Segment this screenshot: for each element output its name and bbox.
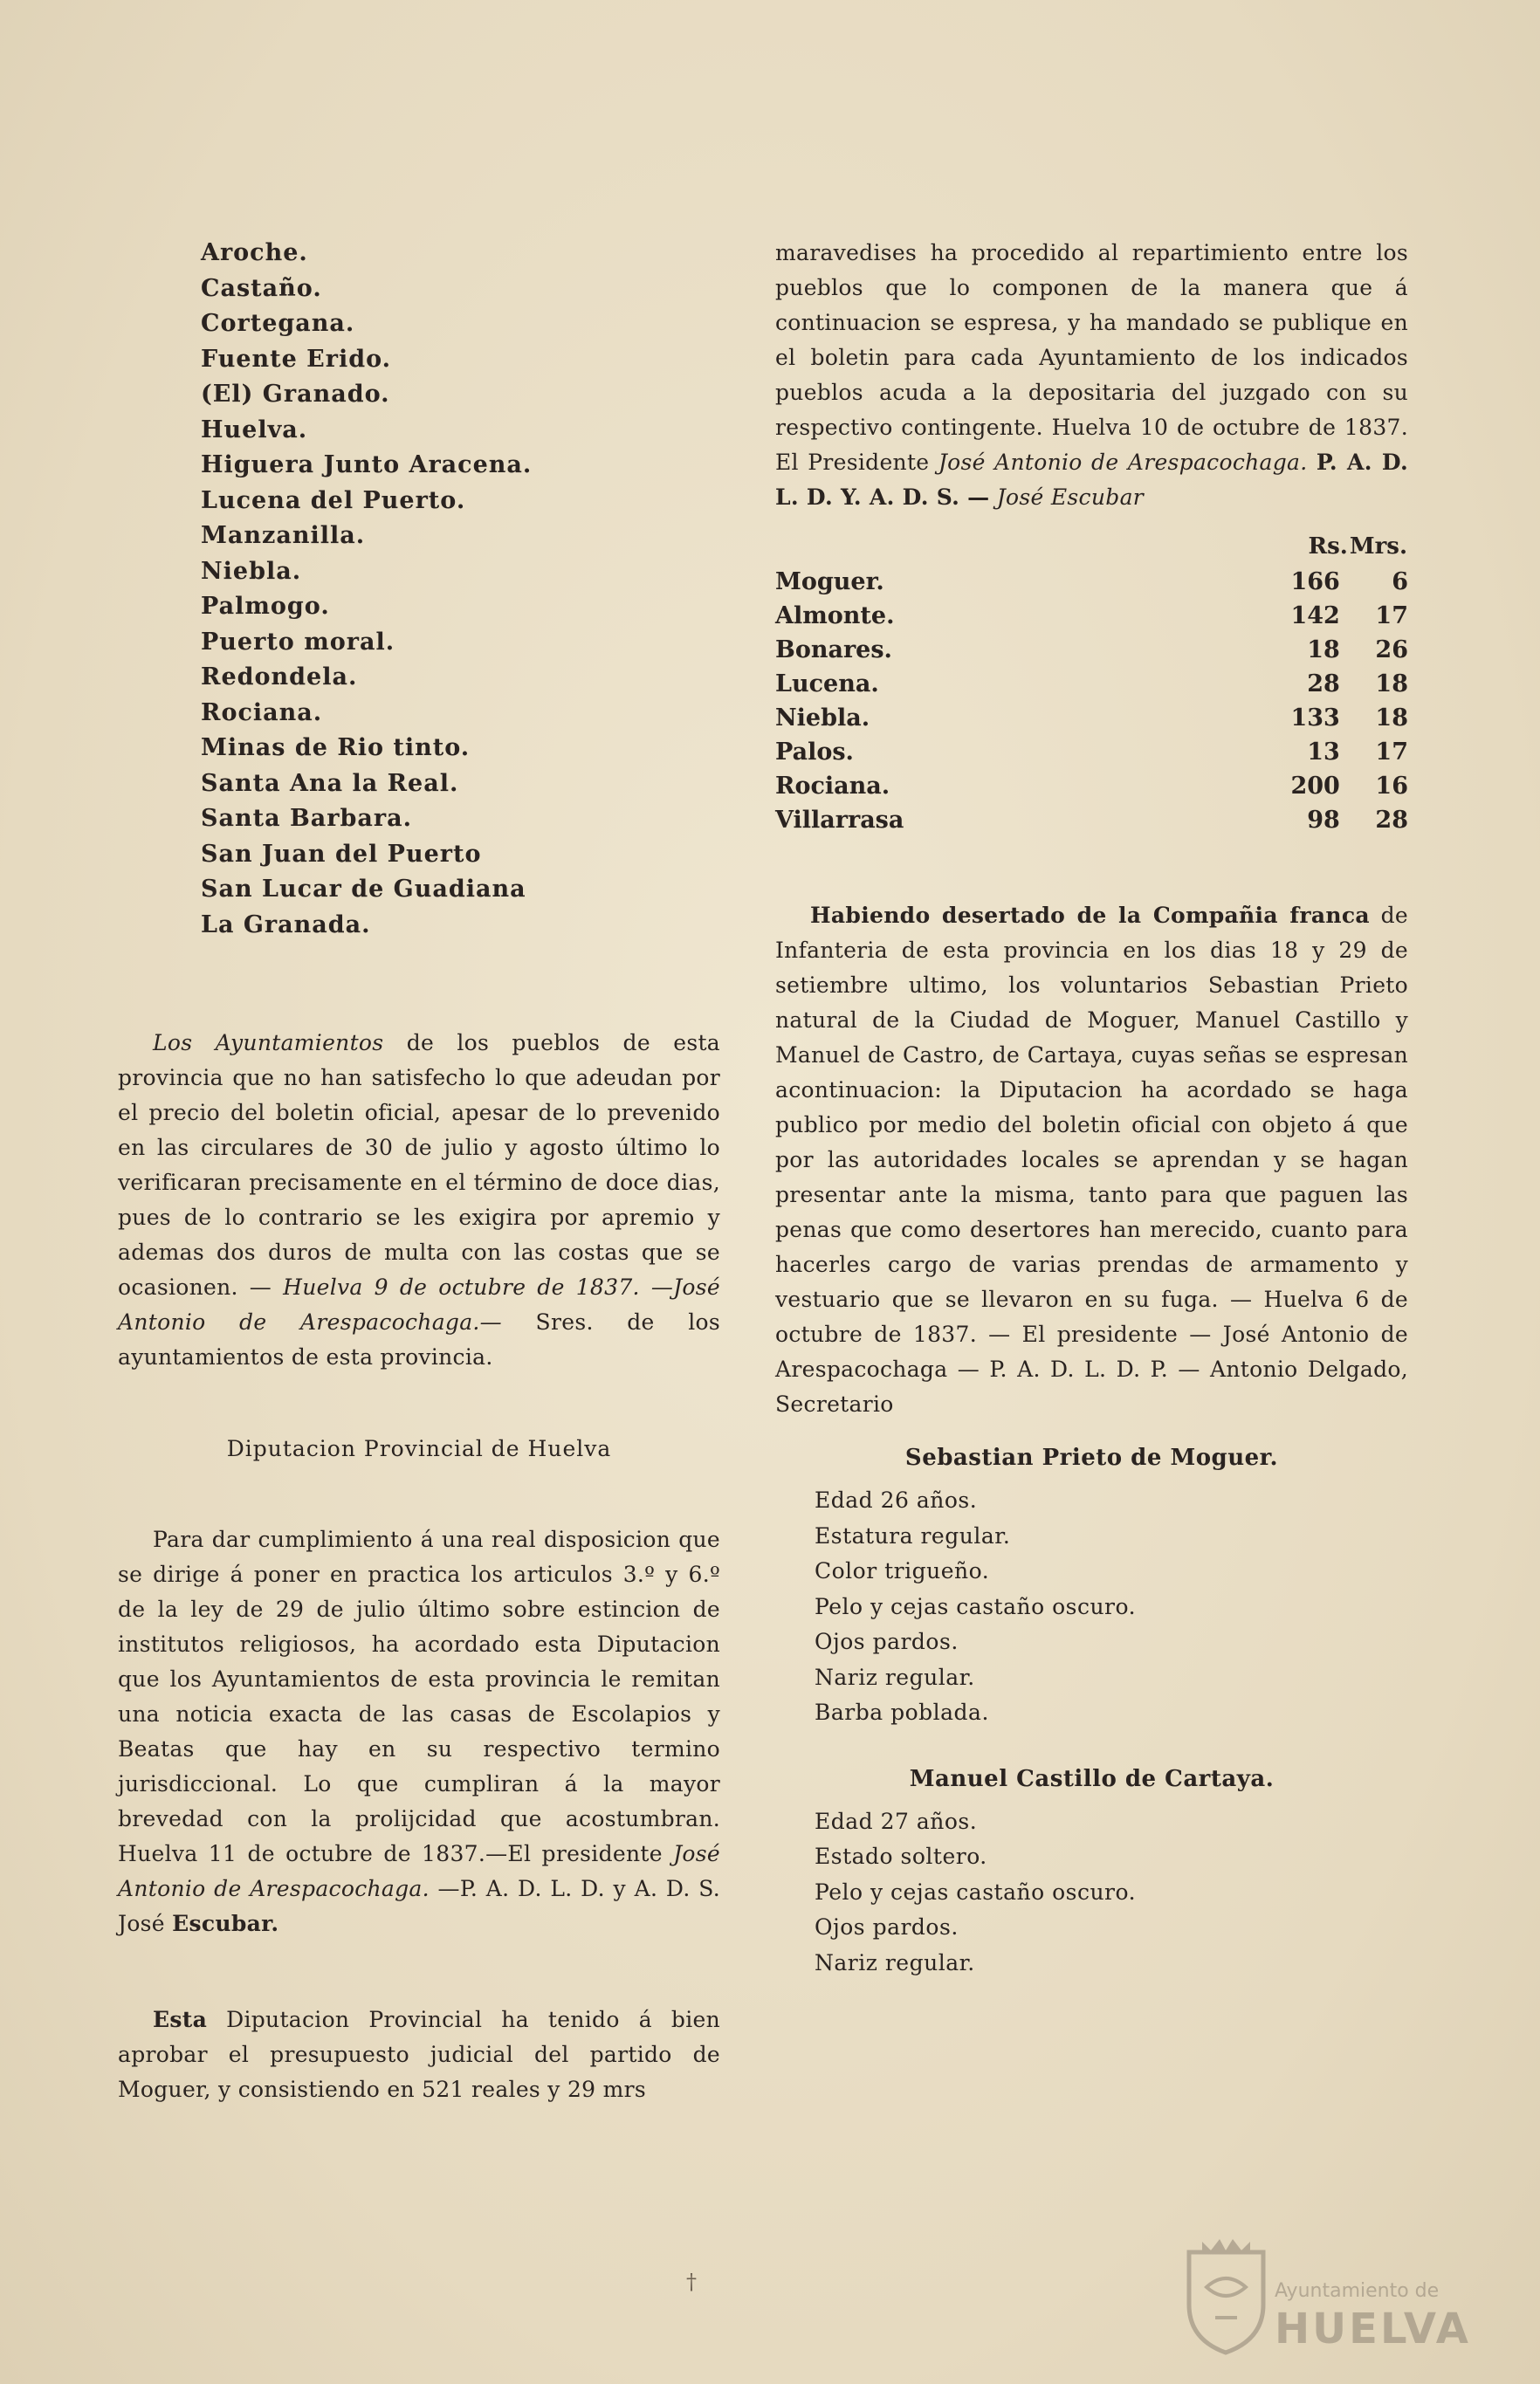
town-item: Lucena del Puerto.	[201, 486, 466, 514]
col-mrs-header: Mrs.	[1349, 533, 1407, 560]
town-item: Higuera Junto Aracena.	[201, 451, 533, 478]
town-item: Santa Barbara.	[201, 805, 413, 832]
rs-cell: 142	[1290, 602, 1340, 629]
notice-presupuesto-lead: Esta	[153, 2007, 208, 2032]
pueblo-cell: Lucena.	[775, 670, 879, 697]
notice-ayuntamientos-lead: Los Ayuntamientos	[153, 1030, 384, 1055]
rs-cell: 133	[1290, 704, 1340, 732]
notice-ayuntamientos-date: Huelva 9 de octubre de 1837.	[283, 1274, 640, 1300]
town-item: Castaño.	[201, 274, 322, 302]
watermark-big-text: HUELVA	[1275, 2305, 1471, 2353]
ayuntamiento-watermark	[1180, 2235, 1471, 2366]
diputacion-heading: Diputacion Provincial de Huelva	[226, 1436, 612, 1461]
mrs-cell: 16	[1375, 773, 1408, 800]
desertor1-traits	[815, 1483, 1408, 1731]
town-item: Palmogo.	[201, 593, 330, 620]
trait-item: Nariz regular.	[815, 1664, 975, 1690]
right-column	[775, 236, 1408, 1981]
notice-ayuntamientos	[118, 1026, 720, 1375]
mrs-cell: 17	[1375, 739, 1408, 766]
col-rs-header: Rs.	[1308, 533, 1348, 560]
notice-conventos-signature: José Antonio de Arespacochaga.	[118, 1841, 721, 1901]
table-row	[775, 633, 1408, 667]
notice-desertores-lead: Habiendo desertado de la Compañia franca	[810, 903, 1370, 928]
rs-cell: 13	[1307, 739, 1340, 766]
mrs-cell: 18	[1375, 670, 1408, 697]
table-row	[775, 701, 1408, 735]
notice-presupuesto	[118, 2003, 720, 2107]
table-row	[775, 803, 1408, 837]
trait-item: Estado soltero.	[815, 1844, 987, 1869]
table-row	[775, 735, 1408, 769]
town-item: San Lucar de Guadiana	[201, 876, 526, 903]
town-item: Redondela.	[201, 663, 358, 690]
town-item: Puerto moral.	[201, 628, 395, 656]
reparto-secretary: José Escubar	[996, 484, 1145, 510]
table-row	[775, 769, 1408, 803]
rs-cell: 28	[1307, 670, 1340, 697]
town-item: Aroche.	[201, 239, 308, 266]
town-item: Rociana.	[201, 698, 323, 726]
town-item: San Juan del Puerto	[201, 840, 482, 868]
page-mark: †	[686, 2270, 697, 2294]
watermark-small-text: Ayuntamiento de	[1275, 2280, 1440, 2302]
trait-item: Barba poblada.	[815, 1700, 989, 1725]
table-row	[775, 599, 1408, 633]
pueblo-cell: Moguer.	[775, 568, 884, 595]
table-row	[775, 565, 1408, 599]
mrs-cell: 17	[1375, 602, 1408, 629]
desertor1-name: Sebastian Prieto de Moguer.	[904, 1445, 1279, 1471]
town-item: Fuente Erido.	[201, 345, 392, 373]
pueblo-cell: Rociana.	[775, 773, 890, 800]
pueblo-cell: Palos.	[775, 739, 854, 766]
notice-ayuntamientos-signature: —José Antonio de Arespacochaga.—	[118, 1274, 721, 1335]
notice-ayuntamientos-closing: Sres. de los ayuntamientos de esta provincia.	[118, 1309, 720, 1370]
coat-of-arms-icon	[1180, 2235, 1272, 2357]
notice-conventos-closing-bold: Escubar.	[172, 1911, 279, 1936]
reparto-signature-tail: P. A. D. L. D. Y. A. D. S. —	[775, 450, 1409, 510]
table-row	[775, 667, 1408, 701]
town-item: Minas de Rio tinto.	[201, 734, 471, 761]
notice-presupuesto-text: Diputacion Provincial ha tenido á bien aprobar el presupuesto judicial del partido de Moguer, y consistiendo en 521 reales y 29 mrs	[118, 2007, 721, 2102]
trait-item: Pelo y cejas castaño oscuro.	[815, 1593, 1137, 1619]
rs-cell: 166	[1290, 568, 1340, 595]
trait-item: Pelo y cejas castaño oscuro.	[815, 1879, 1137, 1905]
town-item: Manzanilla.	[201, 522, 366, 549]
left-column	[118, 236, 720, 2107]
reparto-intro	[775, 236, 1408, 515]
town-item: (El) Granado.	[201, 381, 390, 408]
pueblo-cell: Niebla.	[775, 704, 870, 732]
notice-desertores-text: de Infanteria de esta provincia en los dias 18 y 29 de setiembre ultimo, los voluntarios Sebastian Prieto natural de la Ciudad de Moguer, Manuel Castillo y Manuel de Castro, de Cartaya, cuyas señas se espresan acontinuacion: la Diputacion ha acordado se haga publico por medio del boletin oficial con objeto á que por las autoridades locales se aprendan y se hagan presentar ante la misma, tanto para que paguen las penas que como desertores han merecido, cuanto para hacerles cargo de varias prendas de armamento y vestuario que se llevaron en su fuga. — Huelva 6 de octubre de 1837. — El presidente — José Antonio de Arespacochaga — P. A. D. L. D. P. — Antonio Delgado, Secretario	[775, 903, 1409, 1417]
pueblo-cell: Villarrasa	[775, 807, 904, 834]
notice-conventos-text: Para dar cumplimiento á una real disposicion que se dirige á poner en practica los articulos 3.º y 6.º de la ley de 29 de julio último sobre estincion de institutos religiosos, ha acordado esta Diputacion que los Ayuntamientos de esta provincia le remitan una noticia exacta de las casas de Escolapios y Beatas que hay en su respectivo termino jurisdiccional. Lo que cumpliran á la mayor brevedad con la prolijcidad que acostumbran. Huelva 11 de octubre de 1837.—El presidente	[118, 1527, 720, 1866]
pueblo-cell: Almonte.	[775, 602, 895, 629]
notice-ayuntamientos-text: de los pueblos de esta provincia que no han satisfecho lo que adeudan por el precio del boletin oficial, apesar de lo prevenido en las circulares de 30 de julio y agosto último lo verificaran precisamente en el término de doce dias, pues de lo contrario se les exigira por apremio y ademas dos duros de multa con las costas que se ocasionen. —	[118, 1030, 721, 1300]
town-item: Cortegana.	[201, 310, 355, 337]
trait-item: Estatura regular.	[815, 1522, 1011, 1549]
reparto-signature: José Antonio de Arespacochaga.	[938, 450, 1308, 475]
trait-item: Edad 26 años.	[815, 1487, 978, 1513]
mrs-cell: 18	[1375, 704, 1408, 732]
mrs-cell: 6	[1392, 568, 1408, 595]
rs-cell: 200	[1290, 773, 1340, 800]
town-item: La Granada.	[201, 910, 371, 938]
mrs-cell: 28	[1375, 807, 1408, 834]
desertor2-traits	[815, 1804, 1408, 1982]
trait-item: Nariz regular.	[815, 1949, 975, 1975]
notice-desertores	[775, 898, 1408, 1422]
town-item: Niebla.	[201, 557, 302, 585]
trait-item: Ojos pardos.	[815, 1629, 959, 1654]
rs-cell: 18	[1307, 636, 1340, 663]
town-item: Santa Ana la Real.	[201, 769, 459, 797]
notice-conventos-closing: —P. A. D. L. D. y A. D. S. José	[118, 1876, 720, 1936]
rs-cell: 98	[1307, 807, 1340, 834]
reparto-table	[775, 532, 1408, 837]
pueblo-cell: Bonares.	[775, 636, 892, 663]
desertor2-name: Manuel Castillo de Cartaya.	[909, 1765, 1275, 1792]
town-list	[201, 236, 720, 943]
town-item: Huelva.	[201, 416, 308, 443]
trait-item: Ojos pardos.	[815, 1914, 959, 1940]
reparto-intro-text: maravedises ha procedido al repartimiento entre los pueblos que lo componen de la manera que á continuacion se espresa, y ha mandado se publique en el boletin para cada Ayuntamiento de los indicados pueblos acuda a la depositaria del juzgado con su respectivo contingente. Huelva 10 de octubre de 1837. El Presidente	[775, 240, 1408, 475]
notice-conventos	[118, 1522, 720, 1941]
mrs-cell: 26	[1375, 636, 1408, 663]
trait-item: Color trigueño.	[815, 1558, 990, 1584]
trait-item: Edad 27 años.	[815, 1808, 978, 1834]
